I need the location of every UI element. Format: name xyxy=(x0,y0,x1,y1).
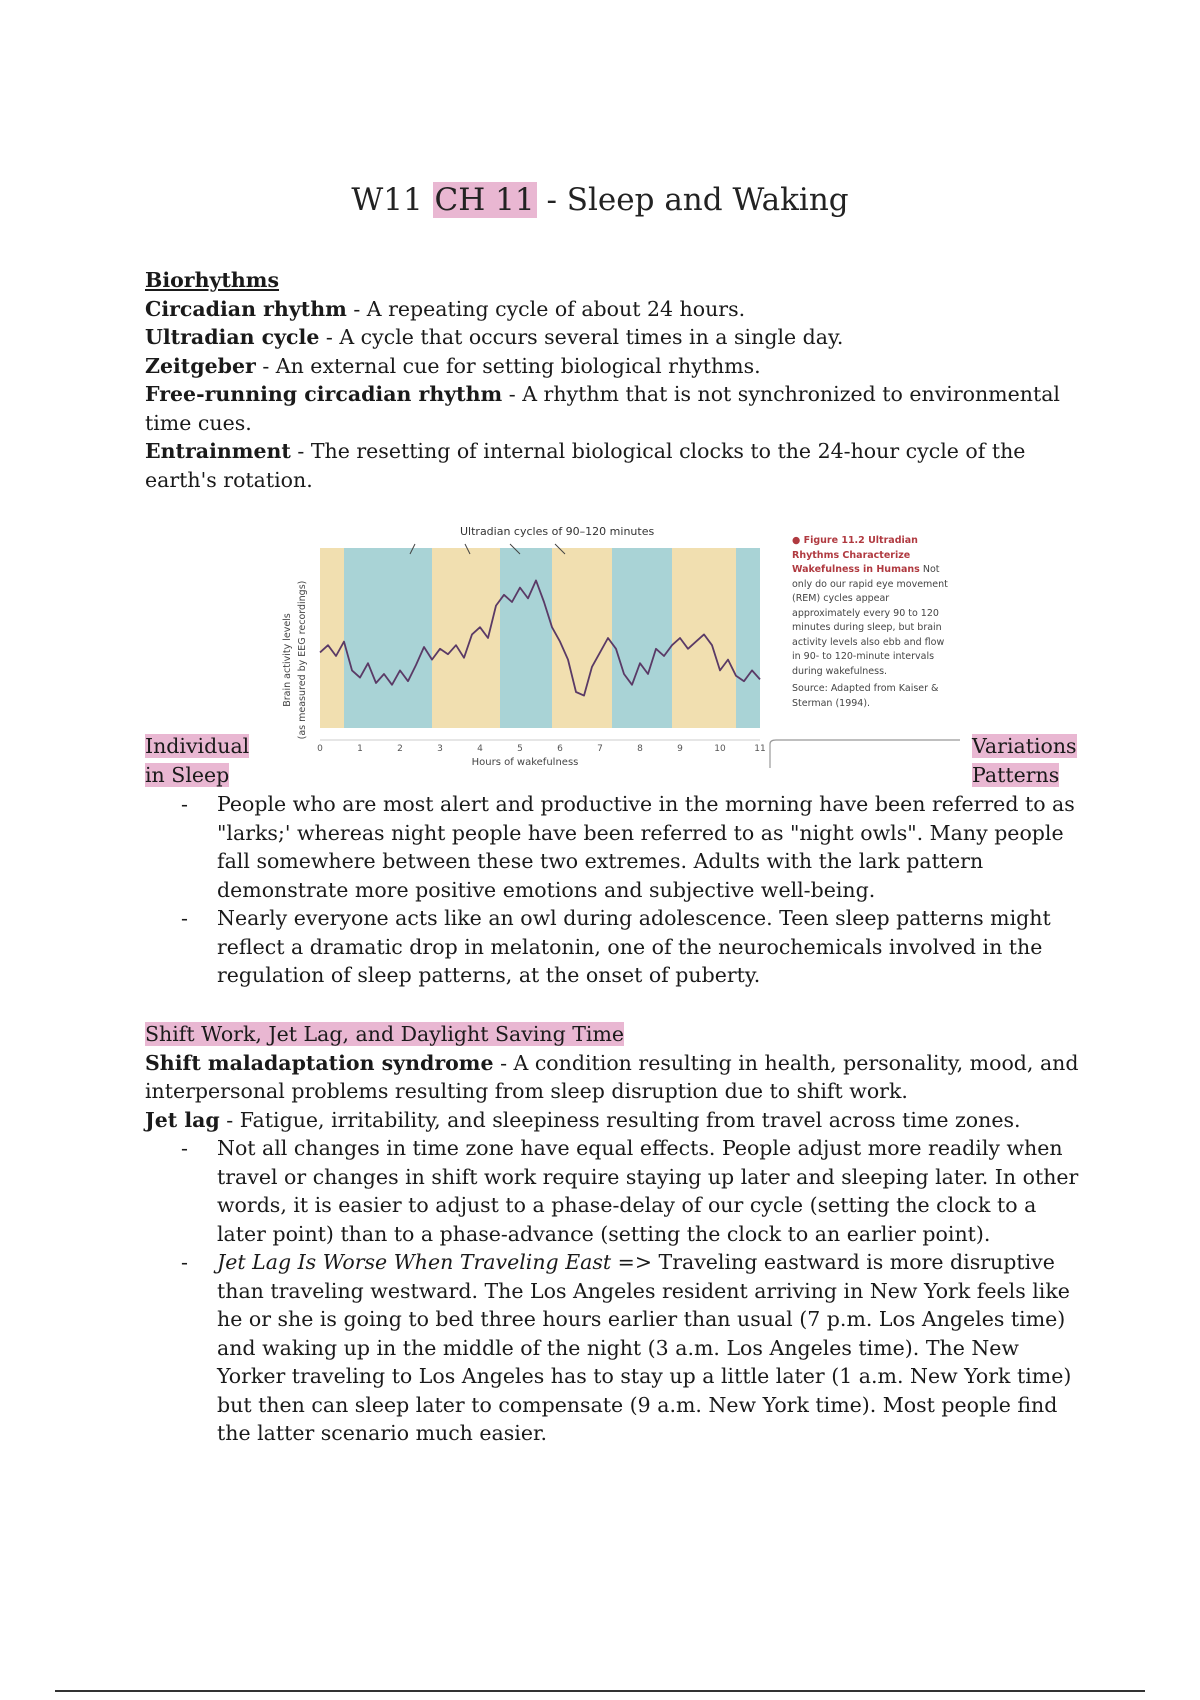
chart-band xyxy=(500,548,552,728)
bottom-rule xyxy=(55,1690,1145,1692)
def-text: - An external cue for setting biological rhythms. xyxy=(255,353,761,378)
chart-band xyxy=(736,548,760,728)
def-jet-lag xyxy=(145,1106,1085,1135)
def-circadian xyxy=(145,295,1085,324)
def-term: Circadian rhythm xyxy=(145,296,347,321)
def-zeitgeber xyxy=(145,352,1085,381)
def-term: Zeitgeber xyxy=(145,353,256,378)
x-tick-label: 7 xyxy=(597,744,603,754)
bullet-owls: - Nearly everyone acts like an owl during adolescence. Teen sleep patterns might reflect a dramatic drop in melatonin, one of the neurochemicals involved in the regulation of sleep patterns, at the onset of puberty. xyxy=(145,904,1085,990)
chart-band xyxy=(552,548,612,728)
def-text: - The resetting of internal biological clocks to the 24-hour cycle of the earth's rotation. xyxy=(145,439,1026,492)
individual-bullets xyxy=(145,790,1085,990)
title-highlight: CH 11 xyxy=(434,182,535,218)
x-axis-label: Hours of wakefulness xyxy=(471,757,579,768)
caption-source: Source: Adapted from Kaiser & Sterman (1994). xyxy=(792,683,939,709)
bullet-larks: - People who are most alert and productive in the morning have been referred to as "larks;' whereas night people have been referred to as "night owls". Many people fall somewhere between these two extremes. Adults with the lark pattern demonstrate more positive emotions and subjective well-being. xyxy=(145,790,1085,904)
def-entrainment xyxy=(145,437,1085,494)
ultradian-figure xyxy=(270,520,960,770)
chart-band xyxy=(612,548,672,728)
heading-right-line2: Patterns xyxy=(972,762,1060,787)
chart-band xyxy=(432,548,500,728)
bullet-east-italic: Jet Lag Is Worse When Traveling East xyxy=(217,1250,612,1274)
x-tick-label: 6 xyxy=(557,744,563,754)
bullet-time-zone: - Not all changes in time zone have equal effects. People adjust more readily when travel or changes in shift work require staying up later and sleeping later. In other words, it is easier to adjust to a phase-delay of our cycle (setting the clock to a later point) than to a phase-advance (setting the clock to an earlier point). xyxy=(145,1134,1085,1248)
def-ultradian xyxy=(145,323,1085,352)
y-label-2: (as measured by EEG recordings) xyxy=(297,580,308,740)
def-text: - A repeating cycle of about 24 hours. xyxy=(346,296,746,321)
x-tick-label: 10 xyxy=(714,744,726,754)
page-title xyxy=(0,182,1200,218)
chart-band xyxy=(344,548,432,728)
biorhythms-section xyxy=(145,266,1085,494)
x-tick-label: 2 xyxy=(397,744,403,754)
x-tick-label: 5 xyxy=(517,744,523,754)
heading-left-line1: Individual xyxy=(145,734,250,758)
heading-right-line1: Variations xyxy=(972,734,1077,758)
caption-box-corner xyxy=(770,740,960,768)
figure-caption xyxy=(792,534,952,711)
x-tick-label: 11 xyxy=(754,744,766,754)
bullet-east xyxy=(145,1248,1085,1448)
def-free-running xyxy=(145,380,1085,437)
x-tick-label: 4 xyxy=(477,744,483,754)
chart-band xyxy=(672,548,736,728)
chart-top-label: Ultradian cycles of 90–120 minutes xyxy=(460,525,655,538)
y-label-1: Brain activity levels xyxy=(282,613,293,707)
individual-heading-right xyxy=(972,732,1077,789)
def-text: - A cycle that occurs several times in a single day. xyxy=(319,325,844,349)
def-term: Ultradian cycle xyxy=(145,325,320,349)
x-tick-label: 8 xyxy=(637,744,643,754)
def-term: Entrainment xyxy=(145,439,291,463)
x-tick-label: 1 xyxy=(357,744,363,754)
shift-section xyxy=(145,1020,1085,1448)
title-prefix: W11 xyxy=(351,182,433,218)
chart-band xyxy=(320,548,344,728)
x-tick-label: 0 xyxy=(317,744,323,754)
shift-heading: Shift Work, Jet Lag, and Daylight Saving Time xyxy=(145,1022,625,1046)
x-tick-label: 3 xyxy=(437,744,443,754)
def-text: - Fatigue, irritability, and sleepiness resulting from travel across time zones. xyxy=(219,1107,1021,1132)
title-suffix: - Sleep and Waking xyxy=(536,182,849,218)
individual-heading-left xyxy=(145,732,249,789)
def-shift-maladaptation xyxy=(145,1049,1085,1106)
x-tick-label: 9 xyxy=(677,744,683,754)
def-text: - A condition resulting in health, personality, mood, and interpersonal problems resulting from sleep disruption due to shift work. xyxy=(145,1050,1079,1103)
bullet-east-text: => Traveling eastward is more disruptive than traveling westward. The Los Angeles resident arriving in New York feels like he or she is going to bed three hours earlier than usual (7 p.m. Los Angeles time) and waking up in the middle of the night (3 a.m. Los Angeles time). The New Yorker traveling to Los Angeles has to stay up a little later (1 a.m. New York time) but then can sleep later to compensate (9 a.m. New York time). Most people find the latter scenario much easier. xyxy=(217,1250,1072,1445)
def-term: Jet lag xyxy=(145,1107,220,1132)
def-term: Shift maladaptation syndrome xyxy=(145,1050,494,1075)
caption-title: ● Figure 11.2 Ultradian Rhythms Characterize Wakefulness in Humans xyxy=(792,535,920,575)
def-term: Free-running circadian rhythm xyxy=(145,382,503,406)
caption-body: Not only do our rapid eye movement (REM) cycles appear approximately every 90 to 120 minutes during sleep, but brain activity levels also ebb and flow in 90- to 120-minute intervals during wakefulness. xyxy=(792,564,948,677)
biorhythms-heading: Biorhythms xyxy=(145,268,280,292)
def-text: - A rhythm that is not synchronized to environmental time cues. xyxy=(145,382,1060,435)
heading-left-line2: in Sleep xyxy=(145,762,230,787)
